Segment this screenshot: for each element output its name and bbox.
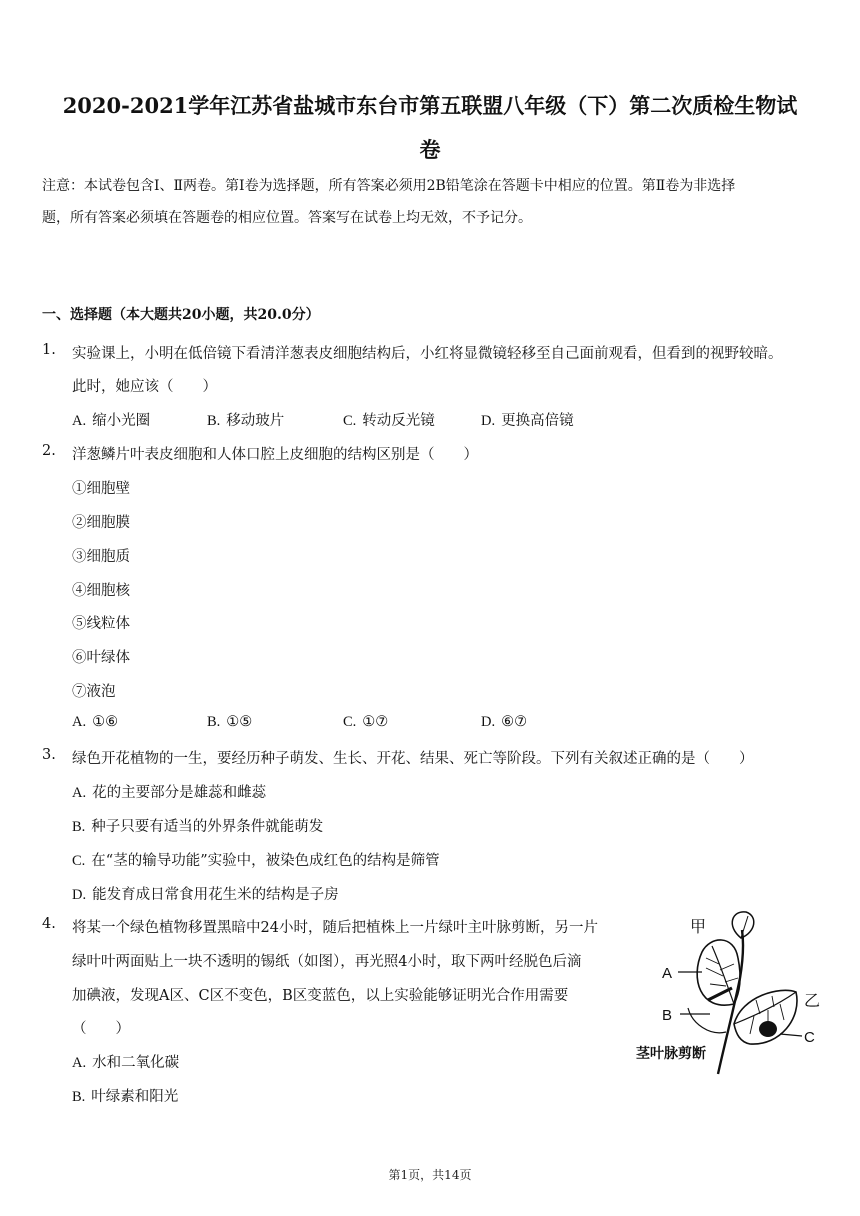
list-item: ④细胞核 (72, 583, 130, 599)
option-letter: A. (72, 714, 87, 730)
question-stem-line: 绿叶叶两面贴上一块不透明的锡纸（如图），再光照4小时，取下两叶经脱色后滴 (72, 954, 582, 970)
exam-title (30, 84, 830, 172)
option-b[interactable] (72, 815, 323, 836)
list-item: ③细胞质 (72, 549, 130, 565)
option-letter: A. (72, 413, 87, 429)
question-stem-line: 加碘液，发现A区、C区不变色，B区变蓝色，以上实验能够证明光合作用需要 (72, 988, 569, 1004)
notice-paragraph (42, 170, 820, 234)
option-text: 种子只要有适当的外界条件就能萌发 (91, 819, 324, 835)
question-stem-line: 实验课上，小明在低倍镜下看清洋葱表皮细胞结构后，小红将显微镜轻移至自己面前观看，但看到的视野较暗。 (72, 346, 783, 362)
option-text: ⑥⑦ (501, 714, 528, 730)
question-number: 3. (42, 747, 56, 763)
vein-cut-mark (708, 988, 732, 1000)
option-text: 能发育成日常食用花生米的结构是子房 (92, 887, 339, 903)
foil-patch (759, 1021, 777, 1037)
option-letter: D. (72, 887, 87, 903)
notice-line2: 题，所有答案必须填在答题卷的相应位置。答案写在试卷上均无效，不予记分。 (42, 210, 532, 226)
option-text: 在“茎的输导功能”实验中，被染色成红色的结构是筛管 (91, 853, 440, 869)
lower-left-leaf (688, 1008, 726, 1033)
option-a[interactable] (72, 409, 150, 430)
option-c[interactable] (343, 714, 388, 731)
option-text: 水和二氧化碳 (92, 1055, 180, 1071)
option-text: ①⑥ (92, 714, 119, 730)
option-text: ①⑦ (362, 714, 389, 730)
figure-caption: 茎叶脉剪断 (636, 1046, 706, 1062)
question-stem-line: 将某一个绿色植物移置黑暗中24小时，随后把植株上一片绿叶主叶脉剪断，另一片 (72, 920, 598, 936)
page-footer: 第1页，共14页 (388, 1168, 472, 1182)
question-number: 1. (42, 342, 56, 358)
option-b[interactable] (207, 714, 252, 731)
leaf-experiment-figure (630, 908, 830, 1076)
option-letter: C. (343, 413, 357, 429)
option-d[interactable] (481, 714, 527, 731)
option-text: 更换高倍镜 (501, 413, 574, 429)
option-c[interactable] (72, 849, 440, 870)
option-text: 转动反光镜 (362, 413, 435, 429)
option-a[interactable] (72, 714, 118, 731)
option-letter: C. (343, 714, 357, 730)
option-b[interactable] (207, 409, 284, 430)
label-a: A (662, 965, 673, 982)
exam-title-line1: 2020-2021学年江苏省盐城市东台市第五联盟八年级（下）第二次质检生物试 (62, 93, 798, 118)
plant-stem (718, 930, 743, 1074)
question-number: 2. (42, 443, 56, 459)
option-letter: B. (72, 1089, 86, 1105)
exam-title-line2: 卷 (419, 137, 441, 162)
option-letter: A. (72, 785, 87, 801)
question-stem-line: 洋葱鳞片叶表皮细胞和人体口腔上皮细胞的结构区别是（ ） (72, 447, 478, 463)
option-c[interactable] (343, 409, 435, 430)
notice-line1: 注意：本试卷包含Ⅰ、Ⅱ两卷。第Ⅰ卷为选择题，所有答案必须用2B铅笔涂在答题卡中相应的位置。第Ⅱ卷为非选择 (42, 178, 736, 194)
list-item: ②细胞膜 (72, 515, 130, 531)
option-letter: B. (207, 413, 221, 429)
option-letter: A. (72, 1055, 87, 1071)
option-text: 移动玻片 (226, 413, 285, 429)
option-letter: D. (481, 413, 496, 429)
list-item: ⑦液泡 (72, 684, 116, 700)
option-d[interactable] (481, 409, 574, 430)
option-d[interactable] (72, 883, 339, 904)
label-c: C (804, 1029, 815, 1046)
list-item: ⑤线粒体 (72, 616, 130, 632)
question-number: 4. (42, 916, 56, 932)
option-text: 花的主要部分是雄蕊和雌蕊 (92, 785, 267, 801)
option-a[interactable] (72, 781, 266, 802)
question-stem-line: 绿色开花植物的一生，要经历种子萌发、生长、开花、结果、死亡等阶段。下列有关叙述正确的是（ ） (72, 751, 754, 767)
option-text: 缩小光圈 (92, 413, 151, 429)
option-letter: D. (481, 714, 496, 730)
list-item: ①细胞壁 (72, 481, 130, 497)
label-jia: 甲 (690, 917, 707, 936)
question-stem-line: 此时，她应该（ ） (72, 379, 217, 395)
label-yi: 乙 (804, 991, 821, 1010)
section-title: 一、选择题（本大题共20小题，共20.0分） (42, 307, 320, 323)
option-a[interactable] (72, 1051, 179, 1072)
option-letter: C. (72, 853, 86, 869)
option-letter: B. (72, 819, 86, 835)
option-b[interactable] (72, 1085, 178, 1106)
option-text: ①⑤ (226, 714, 253, 730)
question-stem-line: （ ） (72, 1021, 130, 1037)
option-text: 叶绿素和阳光 (91, 1089, 179, 1105)
option-letter: B. (207, 714, 221, 730)
list-item: ⑥叶绿体 (72, 650, 130, 666)
label-b: B (662, 1007, 673, 1024)
